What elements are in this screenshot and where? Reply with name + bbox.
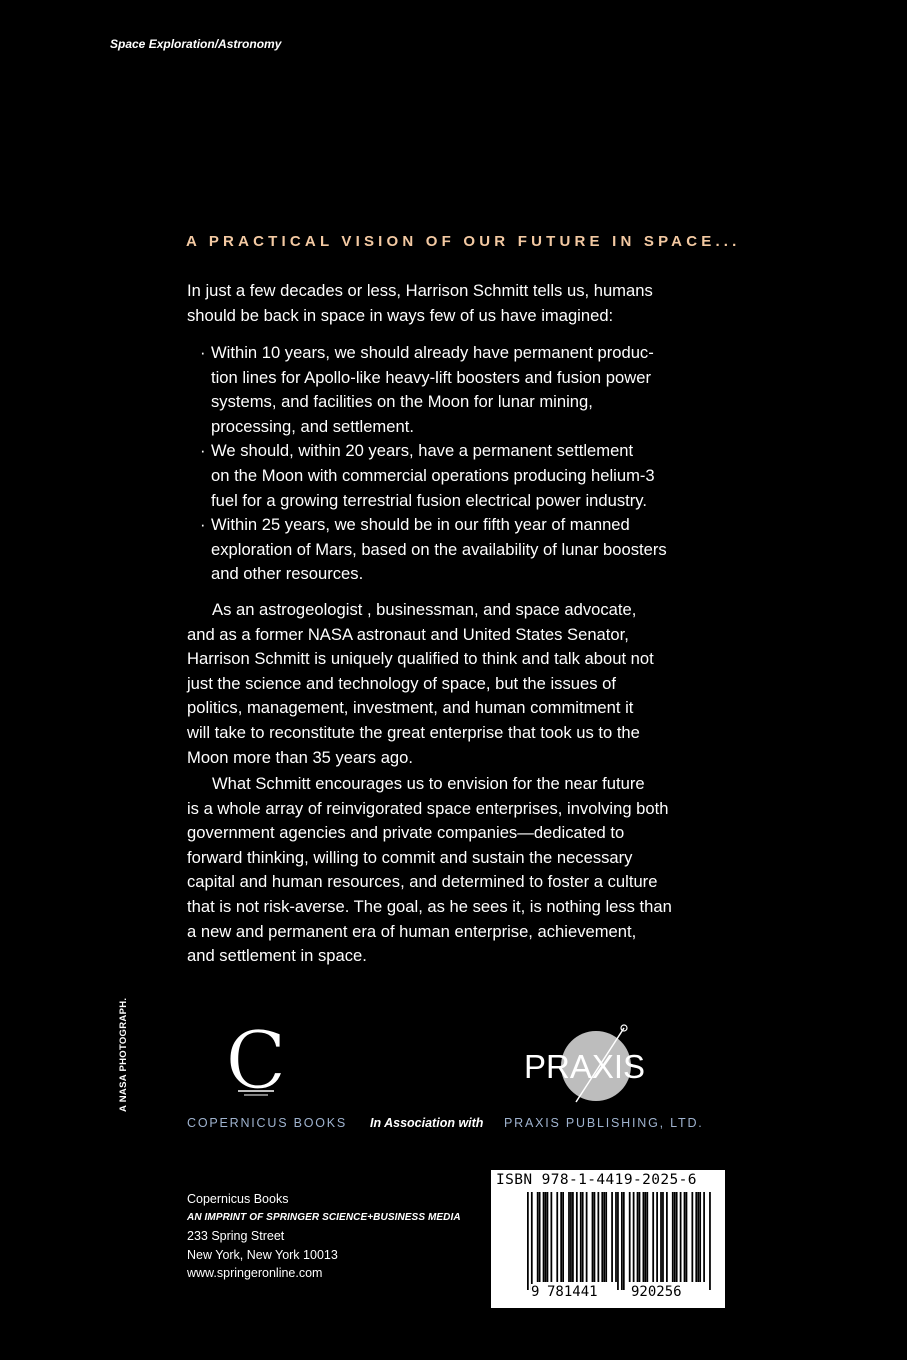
paragraph-line: Harrison Schmitt is uniquely qualified to think and talk about not bbox=[187, 649, 654, 669]
barcode-bar bbox=[699, 1192, 701, 1282]
bullet-line: exploration of Mars, based on the availability of lunar boosters bbox=[211, 539, 667, 559]
paragraph-line: will take to reconstitute the great enterprise that took us to the bbox=[187, 722, 640, 742]
barcode-bar bbox=[639, 1192, 641, 1282]
bullet-marker: · bbox=[200, 343, 206, 362]
address-web: www.springeronline.com bbox=[187, 1266, 323, 1281]
barcode-bar bbox=[605, 1192, 607, 1282]
barcode-bar bbox=[684, 1192, 686, 1282]
praxis-logo bbox=[520, 1022, 645, 1107]
barcode-lead-digit: 9 bbox=[531, 1284, 540, 1300]
barcode-bar bbox=[617, 1192, 619, 1290]
bullet-marker: · bbox=[200, 441, 206, 461]
barcode-bar bbox=[676, 1192, 678, 1282]
barcode-bar bbox=[568, 1192, 570, 1282]
barcode-bar bbox=[672, 1192, 674, 1282]
paragraph-line: is a whole array of reinvigorated space enterprises, involving both bbox=[187, 798, 669, 818]
publisher-address bbox=[187, 1190, 461, 1283]
barcode-bar bbox=[637, 1192, 639, 1282]
intro-line: In just a few decades or less, Harrison Schmitt tells us, humans bbox=[187, 281, 653, 300]
barcode-bar bbox=[686, 1192, 688, 1282]
barcode-bars bbox=[527, 1192, 713, 1290]
barcode-bar bbox=[547, 1192, 549, 1282]
barcode-bar bbox=[580, 1192, 582, 1282]
paragraph-line: government agencies and private companies—dedicated to bbox=[187, 823, 625, 843]
copernicus-logo bbox=[225, 1014, 287, 1107]
body-paragraph-1 bbox=[187, 598, 727, 770]
barcode-bar bbox=[660, 1192, 662, 1282]
barcode-bar bbox=[560, 1192, 562, 1282]
praxis-publishing-label: PRAXIS PUBLISHING, LTD. bbox=[504, 1116, 704, 1130]
body-paragraph-2 bbox=[187, 772, 727, 969]
barcode-bar bbox=[537, 1192, 539, 1282]
barcode-bar bbox=[703, 1192, 705, 1282]
isbn-label: ISBN 978-1-4419-2025-6 bbox=[496, 1172, 697, 1188]
barcode-bar bbox=[666, 1192, 668, 1282]
barcode-bar bbox=[615, 1192, 617, 1282]
paragraph-line: a new and permanent era of human enterprise, achievement, bbox=[187, 921, 637, 941]
bullet-line: fuel for a growing terrestrial fusion electrical power industry. bbox=[211, 490, 647, 510]
bullet-line: systems, and facilities on the Moon for lunar mining, bbox=[211, 392, 593, 412]
copernicus-books-label: COPERNICUS BOOKS bbox=[187, 1116, 348, 1130]
copernicus-logo-letter: C bbox=[225, 1014, 287, 1107]
bullet-line: Within 25 years, we should be in our fifth year of manned bbox=[211, 515, 630, 535]
barcode-bar bbox=[527, 1192, 529, 1290]
isbn-barcode bbox=[491, 1170, 725, 1308]
barcode-group-2: 920256 bbox=[631, 1284, 682, 1300]
bullet-line: tion lines for Apollo-like heavy-lift boosters and fusion power bbox=[211, 367, 651, 387]
barcode-bar bbox=[662, 1192, 664, 1282]
barcode-bar bbox=[586, 1192, 588, 1282]
paragraph-line: What Schmitt encourages us to envision for the near future bbox=[212, 774, 645, 793]
paragraph-line: that is not risk-averse. The goal, as he sees it, is nothing less than bbox=[187, 896, 672, 916]
paragraph-line: Moon more than 35 years ago. bbox=[187, 747, 413, 767]
barcode-bar bbox=[611, 1192, 613, 1282]
paragraph-line: capital and human resources, and determined to foster a culture bbox=[187, 872, 658, 892]
barcode-bar bbox=[597, 1192, 599, 1282]
bullet-line: We should, within 20 years, have a permanent settlement bbox=[211, 441, 634, 461]
barcode-bar bbox=[629, 1192, 631, 1282]
barcode-bar bbox=[656, 1192, 658, 1282]
paragraph-line: politics, management, investment, and human commitment it bbox=[187, 698, 634, 718]
association-label: In Association with bbox=[370, 1116, 484, 1130]
address-imprint: AN IMPRINT OF SPRINGER SCIENCE+BUSINESS MEDIA bbox=[187, 1211, 461, 1223]
barcode-bar bbox=[550, 1192, 552, 1282]
praxis-logo-text: PRAXIS bbox=[524, 1048, 646, 1085]
barcode-bar bbox=[709, 1192, 711, 1290]
paragraph-line: and settlement in space. bbox=[187, 946, 367, 966]
bullet-line: processing, and settlement. bbox=[211, 416, 414, 436]
bullet-list bbox=[200, 341, 720, 587]
barcode-bar bbox=[603, 1192, 605, 1282]
barcode-bar bbox=[691, 1192, 693, 1282]
barcode-bar bbox=[576, 1192, 578, 1282]
photo-credit: A NASA PHOTOGRAPH. bbox=[118, 997, 129, 1112]
paragraph-line: As an astrogeologist , businessman, and space advocate, bbox=[212, 600, 637, 619]
barcode-bar bbox=[652, 1192, 654, 1282]
bullet-line: Within 10 years, we should already have permanent produc- bbox=[211, 343, 654, 362]
bullet-line: on the Moon with commercial operations producing helium-3 bbox=[211, 465, 655, 485]
address-name: Copernicus Books bbox=[187, 1192, 289, 1206]
barcode-bar bbox=[594, 1192, 596, 1282]
headline: A PRACTICAL VISION OF OUR FUTURE IN SPACE... bbox=[186, 233, 741, 250]
bullet-line: and other resources. bbox=[211, 564, 364, 584]
address-street: 233 Spring Street bbox=[187, 1229, 285, 1244]
barcode-bar bbox=[697, 1192, 699, 1282]
barcode-bar bbox=[570, 1192, 572, 1282]
barcode-bar bbox=[680, 1192, 682, 1282]
barcode-bar bbox=[539, 1192, 541, 1282]
barcode-bar bbox=[646, 1192, 648, 1282]
paragraph-line: forward thinking, willing to commit and sustain the necessary bbox=[187, 847, 633, 867]
barcode-bar bbox=[621, 1192, 623, 1290]
bullet-item bbox=[200, 439, 720, 513]
category-label: Space Exploration/Astronomy bbox=[110, 37, 282, 51]
barcode-bar bbox=[695, 1192, 697, 1282]
barcode-bar bbox=[582, 1192, 584, 1282]
barcode-bar bbox=[531, 1192, 533, 1290]
paragraph-line: and as a former NASA astronaut and United States Senator, bbox=[187, 624, 629, 644]
barcode-bar bbox=[556, 1192, 558, 1282]
intro-line: should be back in space in ways few of us have imagined: bbox=[187, 305, 614, 325]
bullet-item bbox=[200, 341, 720, 439]
barcode-bar bbox=[623, 1192, 625, 1290]
barcode-bar bbox=[543, 1192, 545, 1282]
bullet-item bbox=[200, 513, 720, 587]
paragraph-line: just the science and technology of space, but the issues of bbox=[187, 673, 616, 693]
barcode-bar bbox=[633, 1192, 635, 1282]
address-city: New York, New York 10013 bbox=[187, 1247, 338, 1262]
barcode-bar bbox=[562, 1192, 564, 1282]
barcode-bar bbox=[545, 1192, 547, 1282]
barcode-bar bbox=[644, 1192, 646, 1282]
barcode-bar bbox=[572, 1192, 574, 1282]
intro-paragraph bbox=[187, 279, 727, 328]
barcode-bar bbox=[601, 1192, 603, 1282]
bullet-marker: · bbox=[200, 515, 206, 535]
barcode-bar bbox=[674, 1192, 676, 1282]
barcode-group-1: 781441 bbox=[547, 1284, 598, 1300]
barcode-bar bbox=[643, 1192, 645, 1282]
barcode-bar bbox=[592, 1192, 594, 1282]
